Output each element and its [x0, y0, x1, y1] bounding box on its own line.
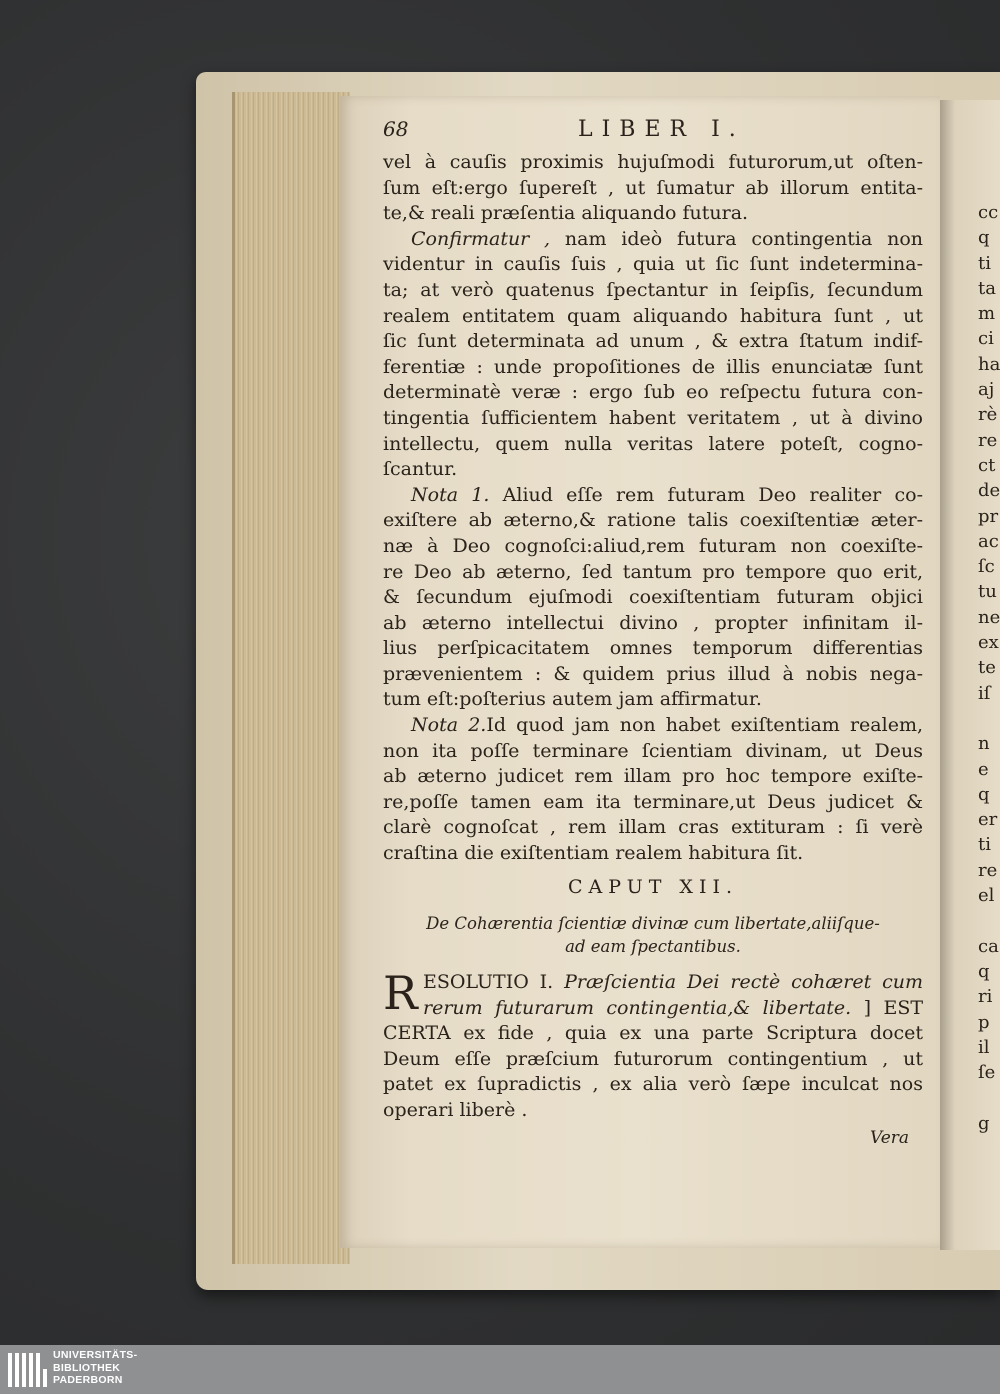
text-line: tingentia ſufficientem habent veritatem , ut à divino [383, 406, 923, 429]
text-line: CERTA ex fide , quia ex una parte Scriptura docet [383, 1022, 923, 1045]
text-line: vel à cauſis proximis hujuſmodi futurorum,ut oſten- [383, 151, 923, 173]
text-line: lius perſpicacitatem omnes temporum differentias [383, 637, 923, 660]
text-line: videntur in cauſis ſuis , quia ut ſic ſunt indetermina- [383, 253, 923, 276]
facing-page-fragment: ac [978, 530, 999, 552]
facing-page-fragment: ha [978, 353, 1000, 375]
nota-2-lead: Nota 2. [411, 714, 487, 737]
text-line: tum eſt:poſterius autem jam affirmatur. [383, 688, 762, 711]
facing-page-fragment: de [978, 480, 1000, 502]
page-number: 68 [383, 117, 409, 141]
drop-cap: R [383, 966, 418, 1020]
text-line: re Deo ab æterno, ſed tantum pro tempore quo erit, [383, 560, 923, 583]
library-name [53, 1349, 137, 1387]
text-line [383, 227, 923, 253]
facing-page-fragment: ct [978, 454, 996, 476]
facing-page-fragment: ca [978, 935, 999, 957]
footer-bar [0, 1345, 1000, 1394]
text-line: Deum eſſe præſcium futurorum contingentium , ut [383, 1047, 923, 1070]
facing-page-fragment: q [978, 960, 990, 982]
resolutio-label: ESOLUTIO I. [423, 971, 554, 993]
facing-page-fragment: rè [978, 404, 998, 426]
text-line: patet ex ſupradictis , ex alia verò ſæpe inculcat nos [383, 1073, 923, 1096]
running-head [383, 117, 923, 145]
text-line: exiſtere ab æterno,& ratione talis coexiſtentiæ æter- [383, 509, 923, 532]
text-line: re,poſſe tamen eam ita terminare,ut Deus judicet & [383, 790, 923, 813]
facing-page-fragment: pr [978, 505, 999, 527]
facing-page-fragment: p [978, 1011, 990, 1033]
page-edges [232, 92, 350, 1264]
text-line: ſum eſt:ergo ſupereſt , ut ſumatur ab illorum entita- [383, 176, 923, 199]
facing-page-fragment: m [978, 303, 996, 325]
text-line: ſic ſunt determinata ad unum , & extra ſtatum indif- [383, 330, 923, 353]
nota-1-lead: Nota 1. [411, 483, 490, 506]
facing-page-fragment: n [978, 733, 990, 755]
catchword: Vera [870, 1128, 910, 1148]
facing-page-fragment: ti [978, 834, 991, 856]
subtitle-line: De Cohærentia ſcientiæ divinæ cum libertate,aliiſque- [426, 914, 880, 933]
facing-page-fragment: er [978, 809, 998, 831]
facing-page-fragment: aj [978, 379, 995, 401]
text-line-rest: nam ideò futura contingentia non [564, 227, 923, 250]
facing-page-fragment: ſc [978, 556, 995, 578]
facing-page-fragment: ne [978, 606, 1000, 628]
library-logo-icon [6, 1349, 48, 1391]
facing-page-fragment: re [978, 429, 998, 451]
facing-page-text [978, 200, 1000, 1136]
facing-page-fragment: ci [978, 328, 994, 350]
text-line: intellectu, quem nulla veritas latere poteſt, cogno- [383, 432, 923, 455]
facing-page-fragment: ex [978, 632, 999, 654]
text-line: ferentiæ : unde propoſitiones de illis enunciatæ ſunt [383, 355, 923, 378]
facing-page-fragment: q [978, 227, 990, 249]
text-line: ta; at verò quatenus ſpectantur in ſeipſis, ſecundum [383, 278, 923, 301]
resolutio-thesis-cont: rerum futurarum contingentia,& libertate. [423, 996, 852, 1019]
text-line: clarè cognoſcat , rem illam cras extituram : ſi verè [383, 816, 923, 839]
facing-page-fragment: iſ [978, 682, 991, 704]
text-line-rest: Id quod jam non habet exiſtentiam realem, [486, 714, 923, 737]
text-line: craſtina die exiſtentiam realem habitura ſit. [383, 842, 804, 865]
facing-page-fragment: cc [978, 202, 999, 223]
text-line: næ à Deo cognoſci:aliud,rem futuram non coexiſte- [383, 534, 923, 557]
facing-page-fragment: ri [978, 986, 993, 1008]
facing-page-fragment: ſe [978, 1062, 996, 1084]
text-line [383, 713, 923, 739]
text-line: non ita poſſe terminare ſcientiam divinam, ut Deus [383, 739, 923, 762]
facing-page-fragment [978, 1085, 1000, 1110]
text-line: ab æterno judicet rem illam pro hoc tempore exiſte- [383, 765, 923, 788]
facing-page-fragment [978, 706, 1000, 731]
chapter-heading: CAPUT XII. [567, 876, 738, 898]
facing-page-fragment: re [978, 859, 998, 881]
text-line: realem entitatem quam aliquando habitura ſunt , ut [383, 304, 923, 327]
text-line: & ſecundum ejuſmodi coexiſtentiam futuram objici [383, 586, 923, 609]
chapter-subtitle [383, 912, 923, 958]
text-line: ab æterno intellectui divino , propter infinitam il- [383, 611, 923, 634]
facing-page-fragment [978, 908, 1000, 933]
facing-page-fragment: e [978, 758, 989, 780]
facing-page-fragment: il [978, 1036, 990, 1058]
running-title: LIBER I. [578, 117, 745, 142]
facing-page-fragment: tu [978, 581, 997, 603]
text-line: prævenientem : & quidem prius illud à nobis nega- [383, 662, 923, 685]
library-name-line: PADERBORN [53, 1374, 123, 1386]
library-name-line: UNIVERSITÄTS- [53, 1349, 138, 1361]
text-line: ſcantur. [383, 458, 458, 481]
text-line: operari liberè . [383, 1098, 528, 1121]
text-line: te,& reali præſentia aliquando futura. [383, 202, 749, 225]
facing-page-fragment: ti [978, 252, 991, 274]
text-line [383, 996, 923, 1022]
text-line [383, 483, 923, 509]
subtitle-line: ad eam ſpectantibus. [565, 937, 741, 956]
text-line [383, 970, 923, 996]
confirmatur-lead: Confirmatur , [411, 227, 551, 250]
body-text [383, 150, 923, 867]
facing-page-fragment: q [978, 783, 990, 805]
text-line: determinatè veræ : ergo ſub eo reſpectu futura con- [383, 381, 923, 404]
facing-page-fragment: g [978, 1112, 990, 1134]
resolutio-thesis: Præſcientia Dei rectè cohæret cum [564, 971, 923, 993]
facing-page-fragment: te [978, 657, 996, 679]
facing-page-fragment: el [978, 885, 995, 907]
text-line-rest: ] EST [863, 996, 924, 1019]
resolutio-paragraph [383, 966, 924, 1124]
facing-page-fragment: ta [978, 277, 996, 299]
library-name-line: BIBLIOTHEK [53, 1361, 121, 1374]
text-line-rest: Aliud eſſe rem futuram Deo realiter co- [502, 483, 924, 506]
